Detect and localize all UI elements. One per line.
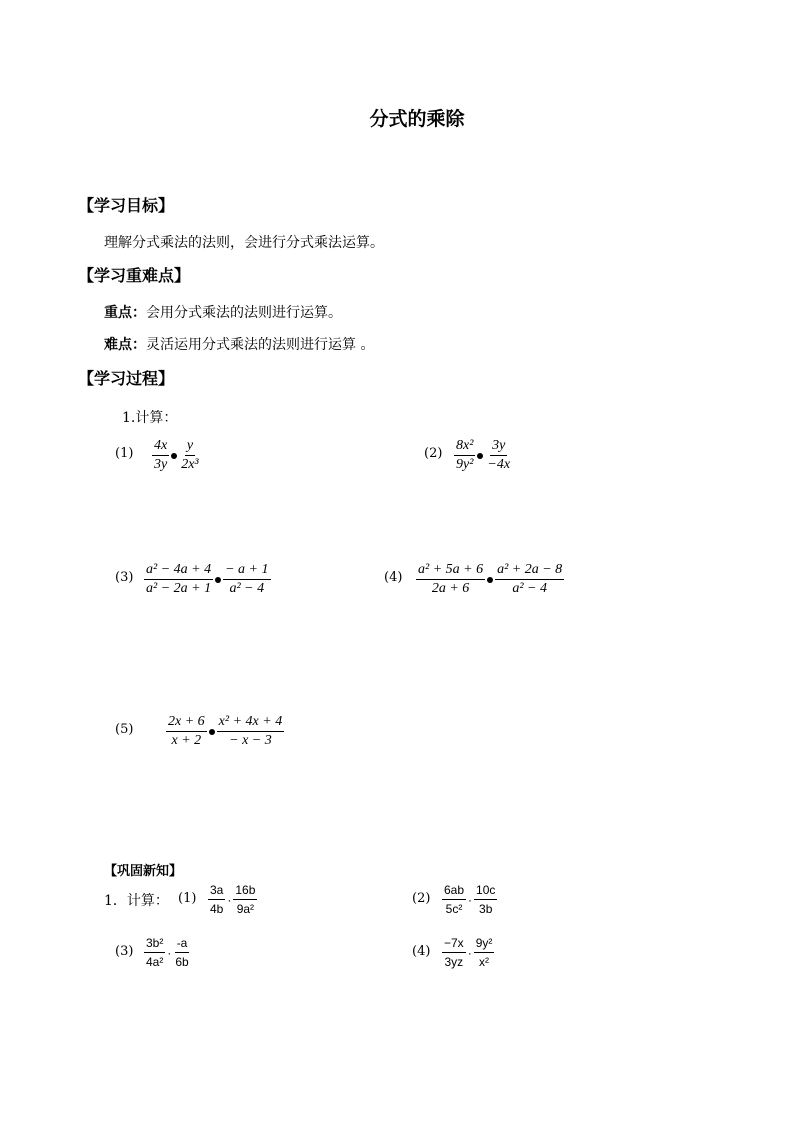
hard-point: [104, 334, 374, 354]
problem-expression: [454, 437, 512, 474]
multiply-dot: ·: [227, 892, 232, 907]
problem-expression: [442, 934, 494, 971]
problem-label: (3): [115, 944, 134, 959]
multiply-dot: ·: [468, 892, 473, 907]
multiply-dot: [487, 577, 493, 583]
problem-label: (4): [412, 944, 431, 959]
multiply-dot: [171, 453, 177, 459]
denominator: − x − 3: [229, 733, 272, 748]
denominator: 3y: [154, 457, 168, 472]
fraction: [217, 713, 285, 750]
numerator: x² + 4x + 4: [217, 713, 285, 732]
multiply-dot: ·: [167, 945, 172, 960]
fraction: [173, 934, 190, 971]
section-heading-process: 【学习过程】: [78, 369, 175, 388]
numerator: 3y: [490, 437, 507, 456]
problem-label: (5): [115, 722, 134, 737]
denominator: 2a + 6: [431, 581, 470, 596]
numerator: − a + 1: [223, 561, 270, 580]
hard-point-label: 难点：: [104, 337, 146, 353]
consolidate-item-label: 1．计算：: [104, 893, 169, 909]
fraction: [474, 934, 495, 971]
numerator: 3a: [208, 881, 225, 900]
fraction: [152, 437, 169, 474]
numerator: a² − 4a + 4: [144, 561, 213, 580]
denominator: 9y²: [456, 457, 474, 472]
numerator: 2x + 6: [166, 713, 207, 732]
denominator: 5c²: [445, 902, 463, 916]
section-heading-focus: 【学习重难点】: [78, 266, 191, 285]
numerator: 6ab: [442, 881, 466, 900]
fraction: [144, 561, 213, 598]
numerator: 9y²: [474, 934, 495, 953]
fraction: [166, 713, 207, 750]
problem-label: (3): [115, 570, 134, 585]
problem-expression: [144, 561, 271, 598]
problem-expression: [208, 881, 257, 918]
fraction: [144, 934, 165, 971]
denominator: 2x³: [181, 457, 199, 472]
denominator: 4a²: [146, 955, 164, 969]
denominator: 3b: [479, 902, 493, 916]
fraction: [454, 437, 475, 474]
denominator: x²: [479, 955, 490, 969]
fraction: [495, 561, 564, 598]
fraction: [474, 881, 497, 918]
denominator: a² − 4: [229, 581, 265, 596]
denominator: 4b: [210, 902, 224, 916]
problem-label: (1): [115, 446, 134, 461]
denominator: x + 2: [171, 733, 202, 748]
numerator: -a: [175, 934, 190, 953]
numerator: 8x²: [454, 437, 475, 456]
numerator: −7x: [442, 934, 466, 953]
numerator: 3b²: [144, 934, 165, 953]
key-point-text: 会用分式乘法的法则进行运算。: [146, 305, 342, 321]
denominator: a² − 4: [512, 581, 547, 596]
numerator: 16b: [233, 881, 257, 900]
problem-expression: [442, 881, 497, 918]
denominator: 6b: [175, 955, 189, 969]
numerator: a² + 2a − 8: [495, 561, 564, 580]
problem-label: (4): [384, 570, 403, 585]
section-heading-goal: 【学习目标】: [78, 196, 175, 215]
fraction: [179, 437, 200, 474]
multiply-dot: [477, 453, 483, 459]
fraction: [442, 934, 466, 971]
numerator: y: [185, 437, 195, 456]
numerator: a² + 5a + 6: [416, 561, 485, 580]
problem-label: (2): [412, 891, 431, 906]
hard-point-text: 灵活运用分式乘法的法则进行运算 。: [146, 337, 375, 353]
numerator: 10c: [474, 881, 497, 900]
key-point: [104, 302, 342, 322]
denominator: 9a²: [236, 902, 255, 916]
fraction: [442, 881, 466, 918]
fraction: [223, 561, 270, 598]
section-heading-consolidate: 【巩固新知】: [104, 864, 183, 879]
problem-expression: [166, 713, 284, 750]
multiply-dot: ·: [467, 945, 472, 960]
problem-expression: [144, 934, 191, 971]
page-title: 分式的乘除: [369, 108, 465, 130]
goal-text: 理解分式乘法的法则，会进行分式乘法运算。: [104, 235, 384, 251]
problem-label: (1): [178, 891, 197, 906]
fraction: [416, 561, 485, 598]
multiply-dot: [209, 729, 215, 735]
fraction: [208, 881, 225, 918]
denominator: a² − 2a + 1: [146, 581, 212, 596]
problem-label: (2): [424, 446, 443, 461]
denominator: 3yz: [444, 955, 464, 969]
multiply-dot: [215, 577, 221, 583]
fraction: [485, 437, 512, 474]
process-item-label: 1.计算：: [122, 410, 178, 426]
problem-expression: [416, 561, 564, 598]
numerator: 4x: [152, 437, 169, 456]
fraction: [233, 881, 257, 918]
problem-expression: [152, 437, 201, 474]
key-point-label: 重点：: [104, 305, 146, 321]
denominator: −4x: [487, 457, 511, 472]
